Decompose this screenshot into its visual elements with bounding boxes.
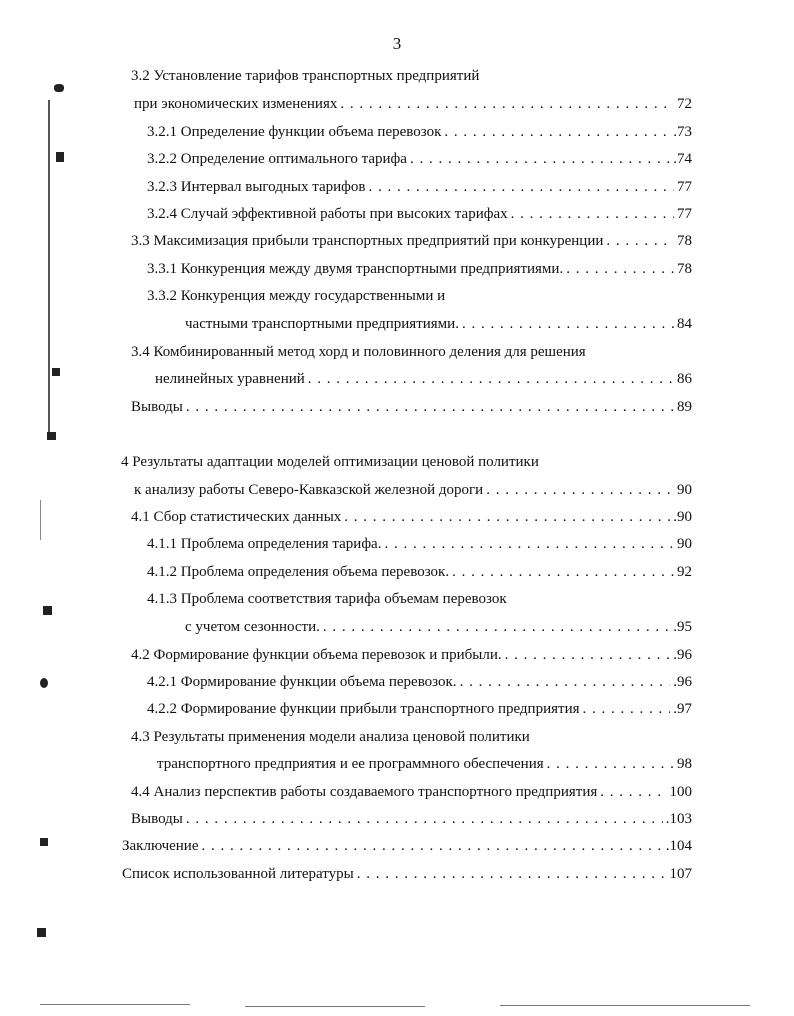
toc-entry-label: 4.2 Формирование функции объема перевозок и прибыли. [131,647,502,663]
scan-rule [245,1006,425,1007]
toc-entry-label: 3.2.3 Интервал выгодных тарифов [147,179,366,195]
dot-leader [452,562,674,582]
toc-entry-page: 90 [677,482,692,498]
dot-leader [344,507,670,527]
dot-leader [410,149,670,169]
toc-entry-label: 3.2.1 Определение функции объема перевозок [147,124,442,140]
toc-heading-3-2: 3.2 Установление тарифов транспортных предприятий [131,68,480,84]
toc-entry-3-2-4[interactable] [147,204,692,224]
toc-entry-page: .73 [673,124,692,140]
toc-entry-page: 72 [677,96,692,112]
binding-hole-mark [43,606,52,615]
toc-entry-4-1[interactable] [131,507,692,527]
dot-leader [566,259,674,279]
toc-entry-label: 3.3 Максимизация прибыли транспортных предприятий при конкуренции [131,233,604,249]
toc-entry-page: 77 [677,206,692,222]
toc-entry-label: 4.1.1 Проблема определения тарифа. [147,536,382,552]
dot-leader [547,754,674,774]
toc-entry-label: к анализу работы Северо-Кавказской железной дороги [134,482,484,498]
toc-entry-4-1-2[interactable] [147,562,692,582]
dot-leader [486,480,674,500]
toc-entry-label: Заключение [122,838,199,854]
toc-entry-page: .104 [665,838,692,854]
toc-entry-label: Выводы [131,399,183,415]
dot-leader [583,699,671,719]
toc-entry-4-2[interactable] [131,645,692,665]
toc-entry-3-2-1[interactable] [147,122,692,142]
toc-entry-page: 77 [677,179,692,195]
toc-entry-4-3[interactable] [157,754,692,774]
toc-heading-4-1-3: 4.1.3 Проблема соответствия тарифа объемам перевозок [147,591,507,607]
toc-heading-4-3: 4.3 Результаты применения модели анализа ценовой политики [131,729,530,745]
binding-hole-mark [40,838,48,846]
binding-edge-line [40,500,41,540]
binding-hole-mark [52,368,60,376]
toc-entry-label: Выводы [131,811,183,827]
toc-entry-label: 4.4 Анализ перспектив работы создаваемого транспортного предприятия [131,784,598,800]
toc-entry-vyvody-3[interactable] [131,397,692,417]
dot-leader [600,782,666,802]
dot-leader [186,809,663,829]
toc-entry-4-2-1[interactable] [147,672,692,692]
toc-heading-3-4: 3.4 Комбинированный метод хорд и половинного деления для решения [131,344,586,360]
toc-entry-4-1-3[interactable] [185,617,692,637]
dot-leader [323,617,670,637]
dot-leader [511,204,674,224]
toc-entry-4[interactable] [134,480,692,500]
toc-entry-page: .103 [665,811,692,827]
toc-entry-3-3-1[interactable] [147,259,692,279]
toc-entry-page: .90 [673,509,692,525]
dot-leader [462,314,674,334]
toc-entry-4-4[interactable] [131,782,692,802]
toc-entry-vyvody-4[interactable] [131,809,692,829]
toc-entry-label: 4.1.2 Проблема определения объема перевозок. [147,564,450,580]
page-number: 3 [392,34,402,53]
toc-entry-page: 100 [669,784,692,800]
binding-hole-mark [37,928,46,937]
toc-entry-page: 92 [677,564,692,580]
scan-rule [40,1004,190,1005]
toc-entry-label: нелинейных уравнений [155,371,305,387]
binding-hole-mark [40,678,48,688]
toc-entry-references[interactable] [122,864,692,884]
toc-entry-page: 78 [677,261,692,277]
binding-hole-mark [56,152,64,162]
toc-entry-label: транспортного предприятия и ее программного обеспечения [157,756,544,772]
toc-entry-page: 89 [677,399,692,415]
toc-entry-page: 84 [677,316,692,332]
dot-leader [368,177,674,197]
toc-entry-label: 4.2.1 Формирование функции объема перевозок. [147,674,457,690]
toc-entry-label: 3.2.4 Случай эффективной работы при высоких тарифах [147,206,508,222]
dot-leader [606,231,674,251]
toc-entry-page: 107 [669,866,692,882]
dot-leader [202,836,663,856]
binding-hole-mark [47,432,56,440]
toc-entry-label: при экономических изменениях [134,96,338,112]
toc-entry-label: Список использованной литературы [122,866,354,882]
toc-entry-page: 90 [677,536,692,552]
scan-rule [500,1005,750,1006]
toc-entry-label: 3.3.1 Конкуренция между двумя транспортными предприятиями. [147,261,564,277]
binding-edge-line [48,100,50,440]
dot-leader [340,94,674,114]
toc-entry-label: частными транспортными предприятиями. [185,316,459,332]
toc-entry-page: .96 [673,647,692,663]
dot-leader [460,672,671,692]
toc-entry-3-4[interactable] [155,369,692,389]
toc-entry-page: .95 [673,619,692,635]
binding-hole-mark [54,84,64,92]
toc-entry-page: .96 [673,674,692,690]
toc-entry-page: .74 [673,151,692,167]
dot-leader [186,397,674,417]
toc-entry-3-2-3[interactable] [147,177,692,197]
toc-heading-3-3-2: 3.3.2 Конкуренция между государственными и [147,288,446,304]
toc-entry-4-2-2[interactable] [147,699,692,719]
toc-entry-page: 98 [677,756,692,772]
toc-entry-page: .97 [673,701,692,717]
toc-entry-3-3-2[interactable] [185,314,692,334]
toc-entry-conclusion[interactable] [122,836,692,856]
toc-entry-label: 4.1 Сбор статистических данных [131,509,342,525]
dot-leader [384,534,674,554]
toc-entry-3-2[interactable] [134,94,692,114]
toc-entry-4-1-1[interactable] [147,534,692,554]
dot-leader [444,122,670,142]
dot-leader [357,864,667,884]
toc-entry-label: с учетом сезонности. [185,619,320,635]
toc-entry-page: 78 [677,233,692,249]
toc-entry-label: 3.2.2 Определение оптимального тарифа [147,151,407,167]
dot-leader [308,369,674,389]
toc-entry-3-3[interactable] [131,231,692,251]
toc-entry-3-2-2[interactable] [147,149,692,169]
dot-leader [505,645,671,665]
toc-entry-page: 86 [677,371,692,387]
toc-entry-label: 4.2.2 Формирование функции прибыли транспортного предприятия [147,701,580,717]
toc-heading-4: 4 Результаты адаптации моделей оптимизации ценовой политики [121,454,539,470]
